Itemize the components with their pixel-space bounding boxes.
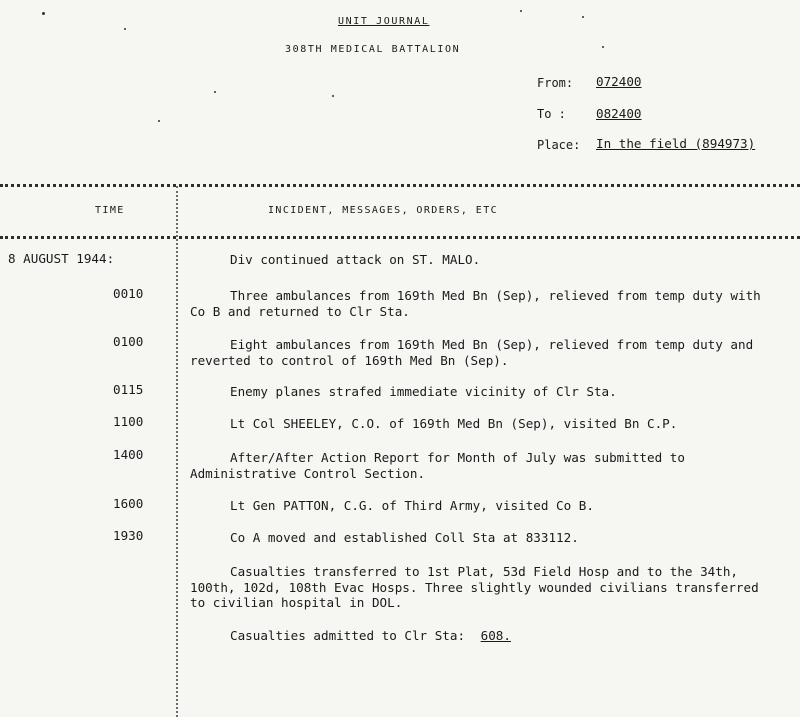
entry-time: 0100 (113, 334, 144, 349)
summary-value: 608. (480, 628, 511, 643)
journal-title: UNIT JOURNAL (338, 16, 430, 27)
column-header-time: TIME (95, 205, 125, 216)
entry-text: After/After Action Report for Month of July was submitted to Administrative Control Section. (190, 450, 685, 481)
entry-text: Enemy planes strafed immediate vicinity of Clr Sta. (230, 384, 617, 399)
scan-speck (520, 10, 522, 12)
entry-text: Lt Col SHEELEY, C.O. of 169th Med Bn (Sep), visited Bn C.P. (230, 416, 678, 431)
scan-speck (602, 46, 604, 48)
entry-text: Co A moved and established Coll Sta at 833112. (230, 530, 579, 545)
entry-text: Div continued attack on ST. MALO. (230, 252, 481, 267)
entry-text: Eight ambulances from 169th Med Bn (Sep), relieved from temp duty and reverted to control of 169th Med Bn (Sep). (190, 337, 754, 368)
place-value: In the field (894973) (596, 136, 756, 151)
scan-speck (214, 91, 216, 93)
entry-time: 1930 (113, 528, 144, 543)
from-value: 072400 (596, 74, 642, 89)
header-dotted-rule (0, 236, 800, 239)
to-value: 082400 (596, 106, 642, 121)
summary-label: Casualties admitted to Clr Sta: (230, 628, 466, 643)
entry-text: Three ambulances from 169th Med Bn (Sep), relieved from temp duty with Co B and returned to Clr Sta. (190, 288, 761, 319)
scan-speck (332, 95, 334, 97)
place-label: Place: (537, 138, 581, 152)
entry-time: 0010 (113, 286, 144, 301)
entry-date: 8 AUGUST 1944: (8, 251, 115, 266)
scan-speck (42, 12, 45, 15)
to-label: To : (537, 107, 566, 121)
summary-line (230, 628, 511, 643)
entry-time: 0115 (113, 382, 144, 397)
scan-speck (158, 120, 160, 122)
entry-text: Lt Gen PATTON, C.G. of Third Army, visited Co B. (230, 498, 594, 513)
entry-time: 1100 (113, 414, 144, 429)
top-dotted-rule (0, 184, 800, 187)
battalion-title: 308TH MEDICAL BATTALION (285, 44, 461, 55)
scan-speck (582, 16, 584, 18)
column-divider (176, 186, 178, 717)
entry-text: Casualties transferred to 1st Plat, 53d Field Hosp and to the 34th, 100th, 102d, 108th Evac Hosps. Three slightly wounded civilians transferred to civilian hospital in DOL. (190, 564, 759, 610)
from-label: From: (537, 76, 574, 90)
entry-time: 1600 (113, 496, 144, 511)
scan-speck (124, 28, 126, 30)
entry-time: 1400 (113, 447, 144, 462)
column-header-incident: INCIDENT, MESSAGES, ORDERS, ETC (268, 205, 499, 216)
